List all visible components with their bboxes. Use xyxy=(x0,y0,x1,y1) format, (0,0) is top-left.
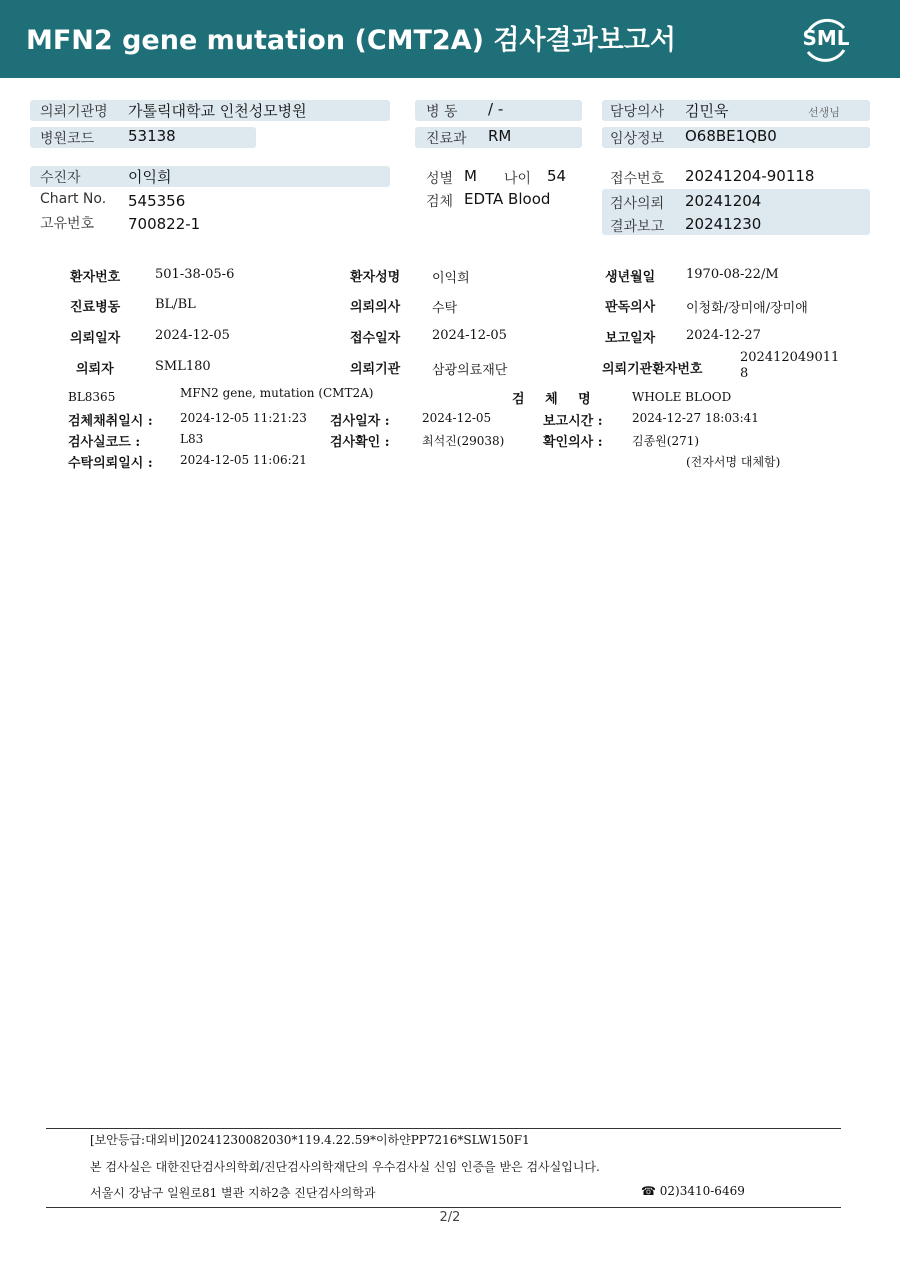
receipt-label: 접수번호 xyxy=(610,171,665,187)
clinical-value: O68BE1QB0 xyxy=(685,127,777,145)
detail-value: 1970-08-22/M xyxy=(686,267,779,282)
unique-label: 고유번호 xyxy=(40,216,95,232)
unique-value: 700822-1 xyxy=(128,215,201,233)
sml-logo xyxy=(798,12,854,68)
detail-value: 삼광의료재단 xyxy=(432,363,508,378)
esign-note: (전자서명 대체함) xyxy=(686,455,781,469)
confirm-doc-value: 김종원(271) xyxy=(632,434,700,448)
age-value: 54 xyxy=(547,167,567,185)
detail-label: 보고일자 xyxy=(605,331,656,346)
doctor-value: 김민욱 xyxy=(685,102,729,120)
confirm-value: 최석진(29038) xyxy=(422,434,505,448)
test-name: MFN2 gene, mutation (CMT2A) xyxy=(180,386,374,400)
req-time-label: 수탁의뢰일시 : xyxy=(68,456,153,471)
ward-value: / - xyxy=(488,100,504,118)
receipt-value: 20241204-90118 xyxy=(685,167,815,185)
clinical-label: 임상정보 xyxy=(610,131,665,147)
patient-value: 이익희 xyxy=(128,168,172,186)
address-line: 서울시 강남구 일원로81 별관 지하2층 진단검사의학과 xyxy=(90,1186,376,1200)
age-label: 나이 xyxy=(504,171,532,187)
detail-label: 판독의사 xyxy=(605,300,656,315)
patient-label: 수진자 xyxy=(40,170,81,186)
sex-value: M xyxy=(464,167,477,185)
hospital-code-value: 53138 xyxy=(128,127,176,145)
detail-value: 202412049011 xyxy=(740,350,840,365)
detail-label: 접수일자 xyxy=(350,331,401,346)
certification-line: 본 검사실은 대한진단검사의학회/진단검사의학재단의 우수검사실 신임 인증을 받은 검사실입니다. xyxy=(90,1160,600,1174)
detail-label: 환자번호 xyxy=(70,270,121,285)
report-header xyxy=(0,0,900,78)
dept-label: 진료과 xyxy=(426,131,467,147)
detail-value: BL/BL xyxy=(155,297,196,312)
doctor-suffix: 선생님 xyxy=(808,106,840,119)
security-line: [보안등급:대외비]20241230082030*119.4.22.59*이하얀PP7216*SLW150F1 xyxy=(90,1133,530,1147)
report-time-value: 2024-12-27 18:03:41 xyxy=(632,411,759,425)
detail-value: 501-38-05-6 xyxy=(155,267,235,282)
page-number: 2/2 xyxy=(439,1210,461,1225)
hospital-code-label: 병원코드 xyxy=(40,131,95,147)
chart-value: 545356 xyxy=(128,192,186,210)
detail-label: 의뢰기관 xyxy=(350,362,401,377)
lab-code-value: L83 xyxy=(180,432,204,446)
test-code: BL8365 xyxy=(68,390,116,404)
footer-bottom-rule xyxy=(46,1207,841,1208)
specimen-label: 검체 xyxy=(426,194,454,210)
report-title: MFN2 gene mutation (CMT2A) 검사결과보고서 xyxy=(26,25,676,56)
logo-text: SML xyxy=(802,26,850,50)
dept-value: RM xyxy=(488,127,512,145)
detail-label: 의뢰기관환자번호 xyxy=(602,362,703,377)
detail-label: 진료병동 xyxy=(70,300,121,315)
test-date-label: 검사일자 : xyxy=(330,414,390,429)
detail-value: 2024-12-05 xyxy=(432,328,507,343)
detail-value: 수탁 xyxy=(432,301,458,316)
req-institution-label: 의뢰기관명 xyxy=(40,104,108,120)
result-label: 결과보고 xyxy=(610,219,665,235)
detail-value: 이익희 xyxy=(432,271,470,286)
detail-value: 이청화/장미애/장미애 xyxy=(686,301,808,316)
doctor-label: 담당의사 xyxy=(610,104,665,120)
ward-label: 병 동 xyxy=(426,104,458,120)
footer-top-rule xyxy=(46,1128,841,1129)
detail-label: 생년월일 xyxy=(605,270,656,285)
confirm-label: 검사확인 : xyxy=(330,435,390,450)
sex-label: 성별 xyxy=(426,171,454,187)
detail-value: SML180 xyxy=(155,359,211,374)
specimen-name-value: WHOLE BLOOD xyxy=(632,390,732,404)
detail-label: 환자성명 xyxy=(350,270,401,285)
detail-label: 의뢰일자 xyxy=(70,331,121,346)
specimen-name-label: 검 체 명 xyxy=(512,392,599,407)
detail-value: 8 xyxy=(740,366,749,381)
confirm-doc-label: 확인의사 : xyxy=(543,435,603,450)
chart-label: Chart No. xyxy=(40,191,107,207)
req-time-value: 2024-12-05 11:06:21 xyxy=(180,453,307,467)
report-time-label: 보고시간 : xyxy=(543,414,603,429)
test-req-value: 20241204 xyxy=(685,192,762,210)
collect-value: 2024-12-05 11:21:23 xyxy=(180,411,307,425)
test-req-label: 검사의뢰 xyxy=(610,196,665,212)
detail-label: 의뢰의사 xyxy=(350,300,401,315)
detail-value: 2024-12-27 xyxy=(686,328,761,343)
specimen-value: EDTA Blood xyxy=(464,190,551,208)
detail-value: 2024-12-05 xyxy=(155,328,230,343)
info-bar xyxy=(30,166,390,187)
collect-label: 검체채취일시 : xyxy=(68,414,153,429)
req-institution-value: 가톨릭대학교 인천성모병원 xyxy=(128,102,307,120)
test-date-value: 2024-12-05 xyxy=(422,411,492,425)
result-value: 20241230 xyxy=(685,215,762,233)
lab-code-label: 검사실코드 : xyxy=(68,435,141,450)
detail-label: 의뢰자 xyxy=(76,362,114,377)
phone-line: ☎ 02)3410-6469 xyxy=(641,1184,745,1198)
